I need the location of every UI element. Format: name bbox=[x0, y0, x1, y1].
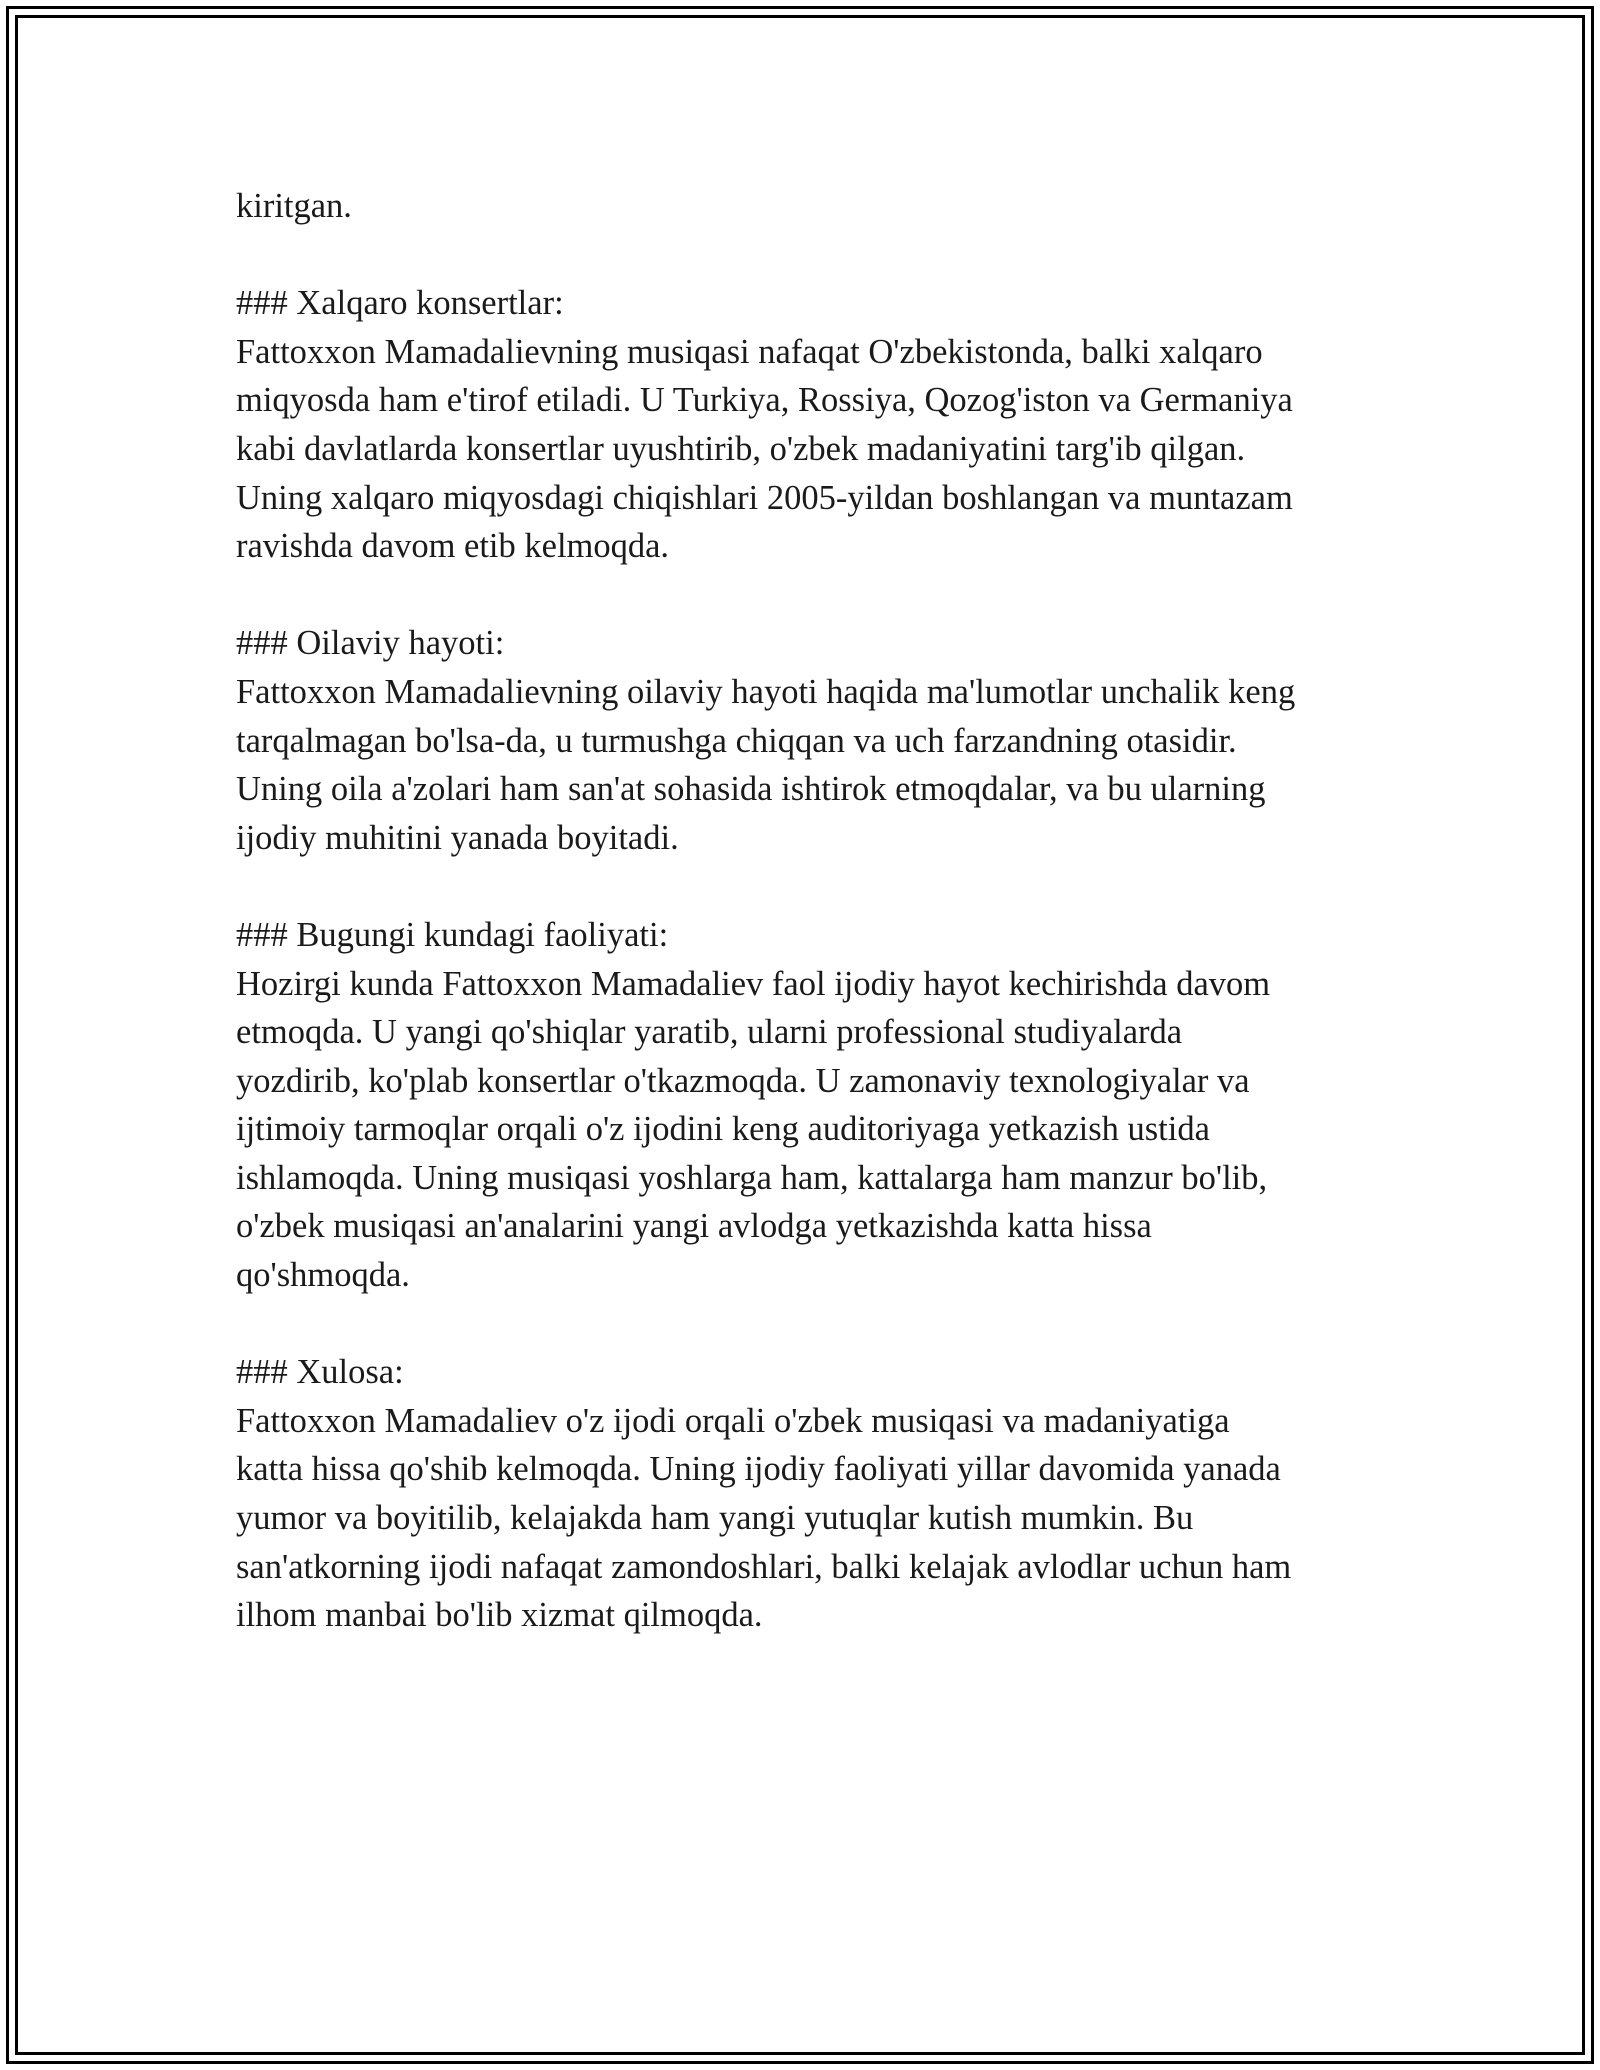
body-line: ravishda davom etib kelmoqda. bbox=[236, 527, 670, 566]
body-line: Hozirgi kunda Fattoxxon Mamadaliev faol ijodiy hayot kechirishda davom bbox=[236, 964, 1271, 1003]
section-heading: ### Xalqaro konsertlar: bbox=[236, 284, 564, 323]
body-line: etmoqda. U yangi qo'shiqlar yaratib, ularni professional studiyalarda bbox=[236, 1013, 1183, 1052]
body-line: Fattoxxon Mamadalievning oilaviy hayoti haqida ma'lumotlar unchalik keng bbox=[236, 672, 1296, 711]
body-line: yumor va boyitilib, kelajakda ham yangi yutuqlar kutish mumkin. Bu bbox=[236, 1499, 1194, 1538]
intro-fragment: kiritgan. bbox=[236, 187, 352, 225]
body-line: ilhom manbai bo'lib xizmat qilmoqda. bbox=[236, 1596, 763, 1635]
body-line: ishlamoqda. Uning musiqasi yoshlarga ham, kattalarga ham manzur bo'lib, bbox=[236, 1158, 1268, 1197]
section-conclusion bbox=[236, 1348, 1386, 1640]
body-line: katta hissa qo'shib kelmoqda. Uning ijodiy faoliyati yillar davomida yanada bbox=[236, 1450, 1281, 1489]
section-family-life bbox=[236, 619, 1386, 862]
section-heading: ### Bugungi kundagi faoliyati: bbox=[236, 915, 669, 954]
body-line: ijodiy muhitini yanada boyitadi. bbox=[236, 818, 679, 857]
body-line: miqyosda ham e'tirof etiladi. U Turkiya, Rossiya, Qozog'iston va Germaniya bbox=[236, 381, 1293, 420]
section-international-concerts bbox=[236, 279, 1386, 571]
body-line: Uning xalqaro miqyosdagi chiqishlari 2005-yildan boshlangan va muntazam bbox=[236, 478, 1293, 517]
section-heading: ### Xulosa: bbox=[236, 1353, 404, 1392]
body-line: o'zbek musiqasi an'analarini yangi avlodga yetkazishda katta hissa bbox=[236, 1207, 1152, 1246]
section-current-activity bbox=[236, 911, 1386, 1300]
body-line: Fattoxxon Mamadalievning musiqasi nafaqat O'zbekistonda, balki xalqaro bbox=[236, 332, 1263, 371]
paragraph-gap bbox=[236, 1300, 1386, 1349]
body-line: tarqalmagan bo'lsa-da, u turmushga chiqqan va uch farzandning otasidir. bbox=[236, 721, 1237, 760]
body-line: kabi davlatlarda konsertlar uyushtirib, o'zbek madaniyatini targ'ib qilgan. bbox=[236, 429, 1246, 468]
body-line: ijtimoiy tarmoqlar orqali o'z ijodini keng auditoriyaga yetkazish ustida bbox=[236, 1110, 1210, 1149]
paragraph-gap bbox=[236, 231, 1386, 280]
body-line: san'atkorning ijodi nafaqat zamondoshlari, balki kelajak avlodlar uchun ham bbox=[236, 1547, 1292, 1586]
section-heading: ### Oilaviy hayoti: bbox=[236, 624, 505, 663]
body-line: qo'shmoqda. bbox=[236, 1256, 410, 1295]
body-line: Fattoxxon Mamadaliev o'z ijodi orqali o'zbek musiqasi va madaniyatiga bbox=[236, 1401, 1230, 1440]
body-line: Uning oila a'zolari ham san'at sohasida ishtirok etmoqdalar, va bu ularning bbox=[236, 770, 1266, 809]
paragraph-gap bbox=[236, 862, 1386, 911]
body-line: yozdirib, ko'plab konsertlar o'tkazmoqda. U zamonaviy texnologiyalar va bbox=[236, 1061, 1250, 1100]
document-body bbox=[236, 182, 1386, 1640]
paragraph-gap bbox=[236, 571, 1386, 620]
